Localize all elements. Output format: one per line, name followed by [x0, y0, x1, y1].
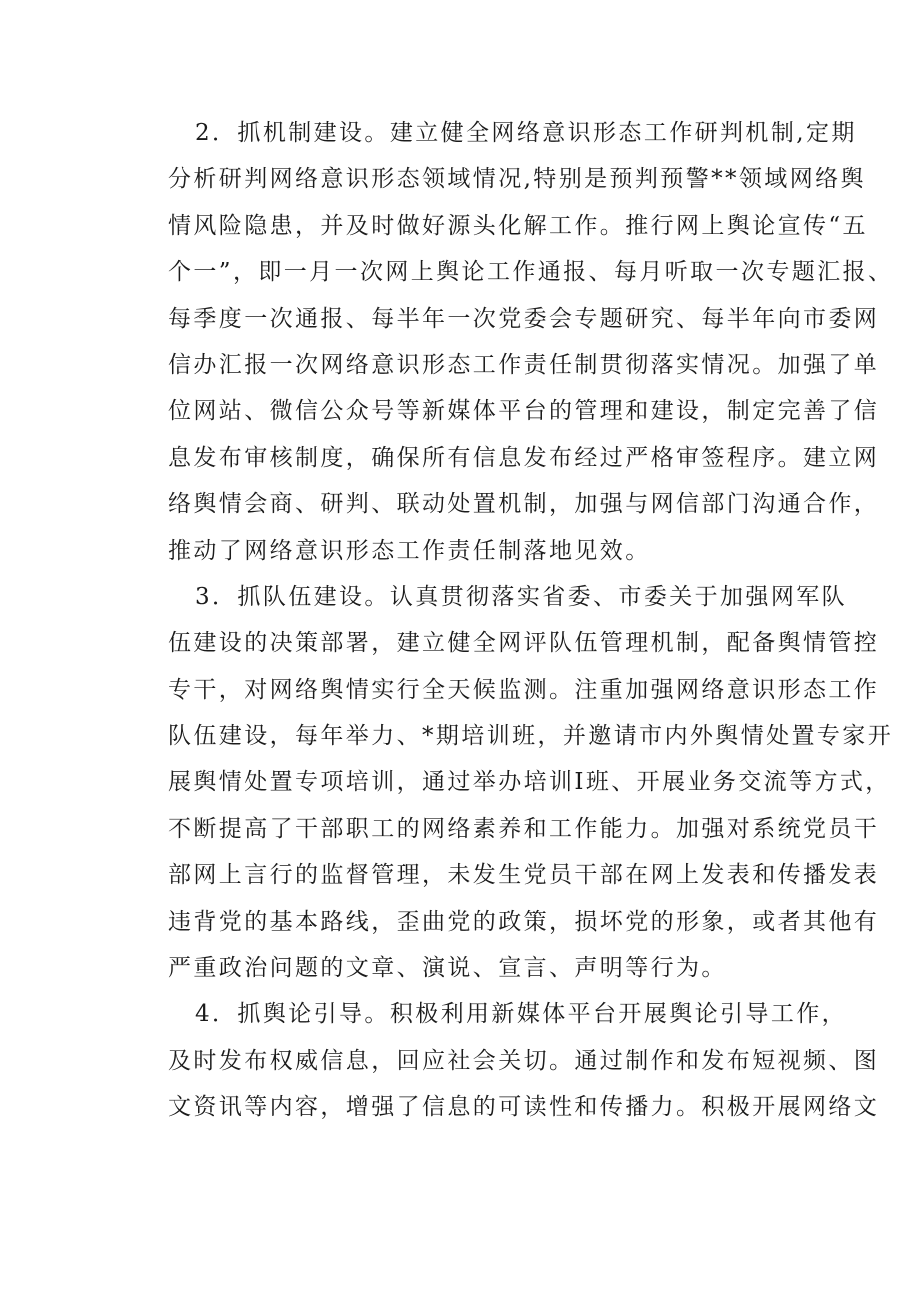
paragraph-2-line-9: 络舆情会商、研判、联动处置机制，加强与网信部门沟通合作，	[168, 491, 880, 518]
paragraph-4-line-3: 文资讯等内容，增强了信息的可读性和传播力。积极开展网络文	[168, 1094, 880, 1121]
paragraph-3-line-8: 违背党的基本路线，歪曲党的政策，损坏党的形象，或者其他有	[168, 908, 880, 935]
paragraph-4-line-1: 4．抓舆论引导。积极利用新媒体平台开展舆论引导工作，	[195, 1001, 848, 1028]
paragraph-2-line-10: 推动了网络意识形态工作责任制落地见效。	[168, 537, 651, 564]
paragraph-2-line-4: 个一”，即一月一次网上舆论工作通报、每月听取一次专题汇报、	[168, 259, 894, 286]
paragraph-3-line-1: 3．抓队伍建设。认真贯彻落实省委、市委关于加强网军队	[195, 583, 848, 610]
paragraph-2-line-1: 2．抓机制建设。建立健全网络意识形态工作研判机制,定期	[195, 120, 857, 146]
document-body	[168, 110, 894, 1131]
paragraph-2-line-7: 位网站、微信公众号等新媒体平台的管理和建设，制定完善了信	[168, 398, 880, 425]
paragraph-4-line-2: 及时发布权威信息，回应社会关切。通过制作和发布短视频、图	[168, 1047, 880, 1074]
paragraph-3-line-7: 部网上言行的监督管理，未发生党员干部在网上发表和传播发表	[168, 862, 880, 889]
paragraph-3-line-9: 严重政治问题的文章、演说、宣言、声明等行为。	[168, 955, 727, 982]
paragraph-3-line-6: 不断提高了干部职工的网络素养和工作能力。加强对系统党员干	[168, 815, 880, 842]
paragraph-3-line-2: 伍建设的决策部署，建立健全网评队伍管理机制，配备舆情管控	[168, 630, 880, 657]
paragraph-2-line-3: 情风险隐患，并及时做好源头化解工作。推行网上舆论宣传“五	[168, 212, 868, 239]
paragraph-3-line-4: 队伍建设，每年举力、*期培训班，并邀请市内外舆情处置专家开	[168, 723, 894, 750]
paragraph-2-line-2: 分析研判网络意识形态领域情况,特别是预判预警**领域网络舆	[168, 166, 866, 193]
paragraph-2-line-5: 每季度一次通报、每半年一次党委会专题研究、每半年向市委网	[168, 305, 880, 332]
paragraph-2-line-8: 息发布审核制度，确保所有信息发布经过严格审签程序。建立网	[168, 444, 880, 471]
paragraph-3-line-3: 专干，对网络舆情实行全天候监测。注重加强网络意识形态工作	[168, 676, 880, 703]
paragraph-2-line-6: 信办汇报一次网络意识形态工作责任制贯彻落实情况。加强了单	[168, 351, 880, 378]
paragraph-3-line-5: 展舆情处置专项培训，通过举办培训I班、开展业务交流等方式，	[168, 769, 891, 796]
